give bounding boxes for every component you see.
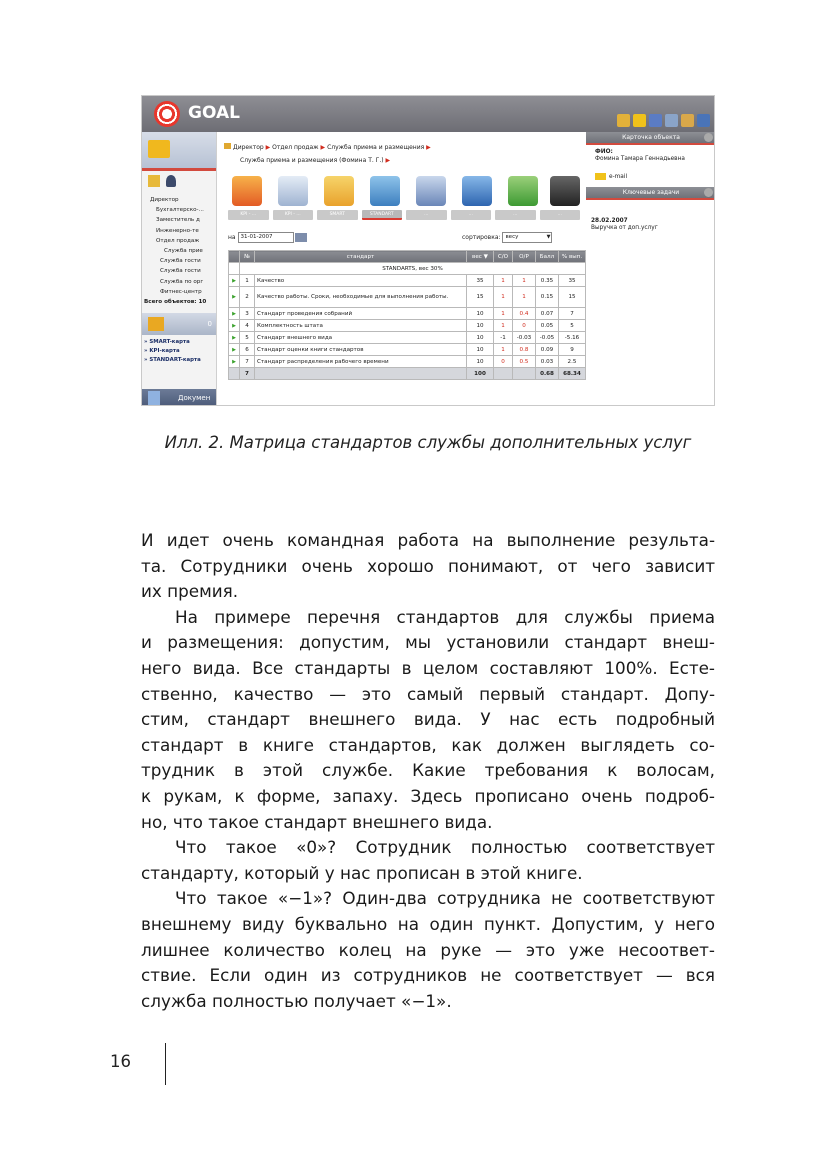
tab[interactable]: KPI - ...	[228, 210, 269, 220]
page-number: 16	[110, 1052, 131, 1071]
email-icon[interactable]	[595, 173, 606, 180]
row-or: 0	[513, 320, 536, 332]
tree-item[interactable]: Служба по орг	[160, 278, 204, 285]
text-line: но, что такое стандарт внешнего вида.	[141, 811, 493, 832]
text-line: трудник в этой службе. Какие требования к волосам,	[141, 760, 715, 781]
checklist-icon[interactable]	[278, 176, 308, 206]
play-icon[interactable]: ▶	[229, 287, 240, 308]
row-score: 0.35	[536, 275, 559, 287]
object-card-body	[586, 145, 715, 185]
text-line: Что такое «−1»? Один-два сотрудника не соответствуют	[175, 888, 715, 909]
play-icon[interactable]: ▶	[229, 320, 240, 332]
table-row[interactable]	[229, 344, 586, 356]
row-number: 5	[240, 332, 255, 344]
app-header	[142, 96, 715, 132]
row-percent: 7	[559, 308, 586, 320]
task-text[interactable]: Выручка от доп.услуг	[591, 225, 658, 231]
text-line: Что такое «0»? Сотрудник полностью соответствует	[175, 837, 715, 858]
row-so: -1	[494, 332, 513, 344]
row-so: 1	[494, 320, 513, 332]
email-link[interactable]: e-mail	[609, 174, 628, 180]
folder-pen-icon[interactable]	[324, 176, 354, 206]
date-filter	[228, 232, 307, 243]
arrow-right-icon: ▶	[265, 144, 271, 151]
row-number: 4	[240, 320, 255, 332]
row-score: -0.05	[536, 332, 559, 344]
text-line: служба полностью получает «−1».	[141, 990, 452, 1011]
standart-card-link[interactable]: » STANDART-карта	[144, 357, 201, 364]
people-2-icon[interactable]	[416, 176, 446, 206]
col-percent[interactable]: % вып.	[559, 251, 586, 263]
folder-icon[interactable]	[633, 114, 646, 127]
hierarchy-icon	[148, 140, 170, 158]
key-tasks-body	[586, 200, 715, 236]
goal-badge-icon[interactable]	[370, 176, 400, 206]
graduation-cap-icon[interactable]	[550, 176, 580, 206]
page-divider	[165, 1043, 166, 1085]
row-name: Комплектность штата	[255, 320, 467, 332]
object-card-header	[586, 132, 715, 143]
key-tasks-header	[586, 187, 715, 198]
play-icon[interactable]: ▶	[229, 275, 240, 287]
text-line: их премия.	[141, 581, 239, 602]
total-score: 0.68	[536, 368, 559, 380]
row-percent: -5.16	[559, 332, 586, 344]
row-percent: 5	[559, 320, 586, 332]
print-icon[interactable]	[665, 114, 678, 127]
play-icon[interactable]: ▶	[229, 344, 240, 356]
row-weight: 35	[467, 275, 494, 287]
calendar-icon[interactable]	[295, 233, 307, 242]
tab[interactable]: ...	[495, 210, 536, 220]
text-line: внешнему виду буквально на один пункт. Допустим, у него	[141, 913, 715, 934]
text-line: та. Сотрудники очень хорошо понимают, от чего зависит	[141, 555, 715, 576]
row-so: 0	[494, 356, 513, 368]
col-or[interactable]: О/Р	[513, 251, 536, 263]
dollar-icon[interactable]	[508, 176, 538, 206]
breadcrumb-item[interactable]: Служба приема и размещения	[327, 144, 425, 151]
document-icon	[148, 391, 160, 405]
row-so: 1	[494, 308, 513, 320]
tree-toolbar	[142, 171, 216, 191]
tree-item[interactable]: Директор	[150, 197, 179, 203]
row-number: 1	[240, 275, 255, 287]
text-line: стим, стандарт внешнего вида. У нас есть подробный	[141, 709, 715, 730]
arrow-right-icon: ▶	[385, 157, 391, 164]
fio-label: ФИО:	[595, 149, 613, 155]
collapse-icon[interactable]	[704, 188, 713, 197]
sort-control	[462, 232, 552, 243]
row-or: 0.5	[513, 356, 536, 368]
user-icon[interactable]	[166, 175, 176, 187]
arrow-right-icon: ▶	[320, 144, 326, 151]
text-line: На примере перечня стандартов для службы приема	[175, 606, 715, 627]
tree-item[interactable]: Служба прие	[164, 248, 203, 255]
text-line: И идет очень командная работа на выполнение результа-	[141, 530, 715, 550]
row-percent: 2.5	[559, 356, 586, 368]
row-so: 1	[494, 287, 513, 308]
row-or: 1	[513, 275, 536, 287]
org-tree	[142, 191, 216, 297]
play-icon[interactable]: ▶	[229, 356, 240, 368]
tab[interactable]: ...	[451, 210, 492, 220]
row-weight: 15	[467, 287, 494, 308]
tab[interactable]: SMART	[317, 210, 358, 220]
left-panel	[142, 132, 217, 406]
sort-label: сортировка:	[462, 234, 501, 241]
figure-screenshot	[141, 95, 715, 406]
tree-item[interactable]: Фитнес-центр	[160, 288, 202, 295]
unit-title-text: Служба приема и размещения (Фомина Т. Г.)	[240, 157, 384, 164]
bar-chart-icon[interactable]	[462, 176, 492, 206]
row-number: 6	[240, 344, 255, 356]
row-or: 1	[513, 287, 536, 308]
table-row[interactable]	[229, 275, 586, 287]
warning-icon[interactable]	[232, 176, 262, 206]
row-number: 2	[240, 287, 255, 308]
table-row[interactable]	[229, 287, 586, 308]
unit-title	[240, 157, 390, 164]
col-score[interactable]: Балл	[536, 251, 559, 263]
figure-caption: Илл. 2. Матрица стандартов службы дополнительных услуг	[164, 433, 692, 452]
sort-value: весу	[505, 234, 519, 240]
table-row[interactable]	[229, 308, 586, 320]
module-tabs	[228, 210, 580, 220]
tools-icon[interactable]	[681, 114, 694, 127]
smart-card-link[interactable]: » SMART-карта	[144, 339, 190, 346]
total-percent: 68.34	[559, 368, 586, 380]
key-tasks-title: Ключевые задачи	[622, 189, 680, 196]
row-score: 0.07	[536, 308, 559, 320]
row-so: 1	[494, 344, 513, 356]
standards-table	[228, 250, 586, 380]
row-number: 3	[240, 308, 255, 320]
tree-icon[interactable]	[148, 175, 160, 187]
row-score: 0.15	[536, 287, 559, 308]
col-standard[interactable]: стандарт	[255, 251, 467, 263]
total-row	[229, 368, 586, 380]
exit-icon[interactable]	[697, 114, 710, 127]
tree-item[interactable]: Заместитель д	[156, 217, 200, 224]
total-weight: 100	[467, 368, 494, 380]
fio-value: Фомина Тамара Геннадьевна	[595, 156, 685, 162]
row-percent: 15	[559, 287, 586, 308]
tab[interactable]: ...	[406, 210, 447, 220]
row-percent: 9	[559, 344, 586, 356]
tab[interactable]: KPI - ...	[273, 210, 314, 220]
row-name: Стандарт распределения рабочего времени	[255, 356, 467, 368]
chart-icon	[148, 317, 164, 331]
chevron-down-icon: ▼	[546, 234, 551, 240]
col-weight[interactable]: вес ▼	[467, 251, 494, 263]
col-so[interactable]: С/О	[494, 251, 513, 263]
kpi-card-link[interactable]: » KPI-карта	[144, 348, 180, 355]
org-structure-header	[142, 132, 216, 168]
row-weight: 10	[467, 332, 494, 344]
info-icon[interactable]	[649, 114, 662, 127]
group-label: STANDARTS, вес 30%	[240, 263, 586, 275]
play-icon[interactable]: ▶	[229, 332, 240, 344]
card-links	[142, 335, 216, 368]
row-name: Качество	[255, 275, 467, 287]
app-brand: GOAL	[188, 103, 240, 123]
col-number[interactable]: №	[240, 251, 255, 263]
task-date: 28.02.2007	[591, 218, 628, 224]
goal-logo-icon	[154, 101, 180, 127]
row-so: 1	[494, 275, 513, 287]
tree-item[interactable]: Бухгалтерско-...	[156, 207, 204, 214]
text-line: к рукам, к форме, запаху. Здесь прописано очень подроб-	[141, 785, 715, 806]
right-panel	[586, 132, 715, 406]
documents-tab[interactable]	[142, 389, 216, 406]
row-weight: 10	[467, 320, 494, 332]
tree-item[interactable]: Служба гости	[160, 258, 201, 265]
group-row	[229, 263, 586, 275]
objects-count: Всего объектов: 10	[144, 299, 207, 306]
text-line: и размещения: допустим, мы установили стандарт внеш-	[141, 632, 715, 653]
row-name: Стандарт проведения собраний	[255, 308, 467, 320]
row-or: 0.4	[513, 308, 536, 320]
row-weight: 10	[467, 308, 494, 320]
breadcrumb-item[interactable]: Директор	[233, 144, 264, 151]
object-card-title: Карточка объекта	[622, 134, 680, 141]
play-icon[interactable]: ▶	[229, 308, 240, 320]
text-line: ственно, качество — это самый первый стандарт. Допу-	[141, 683, 715, 704]
table-header-row	[229, 251, 586, 263]
cards-header	[142, 313, 216, 335]
total-count: 7	[240, 368, 255, 380]
home-icon	[224, 143, 231, 149]
row-or: -0.03	[513, 332, 536, 344]
date-label: на	[228, 234, 236, 241]
tree-item[interactable]: Служба гости	[160, 268, 201, 275]
body-text	[141, 528, 715, 1014]
collapse-icon[interactable]	[704, 133, 713, 142]
row-weight: 10	[467, 356, 494, 368]
sort-select[interactable]	[502, 232, 552, 243]
arrow-right-icon: ▶	[426, 144, 431, 151]
documents-label: Докумен	[178, 394, 211, 402]
row-score: 0.05	[536, 320, 559, 332]
text-line: него вида. Все стандарты в целом составляют 100%. Есте-	[141, 657, 715, 678]
table-row[interactable]	[229, 356, 586, 368]
text-line: ствие. Если один из сотрудников не соответствует — вся	[141, 965, 715, 986]
row-percent: 35	[559, 275, 586, 287]
tab[interactable]: ...	[540, 210, 581, 220]
main-panel	[218, 132, 584, 406]
table-row[interactable]	[229, 320, 586, 332]
col-play	[229, 251, 240, 263]
cards-count: 0	[207, 320, 212, 329]
breadcrumb	[224, 143, 431, 151]
date-input[interactable]: 31-01-2007	[238, 232, 294, 243]
row-or: 0.8	[513, 344, 536, 356]
text-line: лишнее количество колец на руке — это уже несоответ-	[141, 939, 715, 960]
row-name: Качество работы. Сроки, необходимые для выполнения работы.	[255, 287, 467, 308]
row-name: Стандарт внешнего вида	[255, 332, 467, 344]
row-name: Стандарт оценки книги стандартов	[255, 344, 467, 356]
tree-item[interactable]: Отдел продаж	[156, 237, 200, 244]
table-row[interactable]	[229, 332, 586, 344]
breadcrumb-item[interactable]: Отдел продаж	[272, 144, 319, 151]
row-weight: 10	[467, 344, 494, 356]
text-line: стандарту, который у нас прописан в этой книге.	[141, 862, 583, 883]
row-score: 0.03	[536, 356, 559, 368]
row-score: 0.09	[536, 344, 559, 356]
text-line: стандарт в книге стандартов, как должен выглядеть со-	[141, 734, 715, 755]
tab-standart[interactable]: STANDART	[362, 210, 403, 220]
row-number: 7	[240, 356, 255, 368]
tree-item[interactable]: Инженерно-те	[156, 227, 199, 234]
toolbar-icons	[617, 114, 710, 127]
people-icon[interactable]	[617, 114, 630, 127]
